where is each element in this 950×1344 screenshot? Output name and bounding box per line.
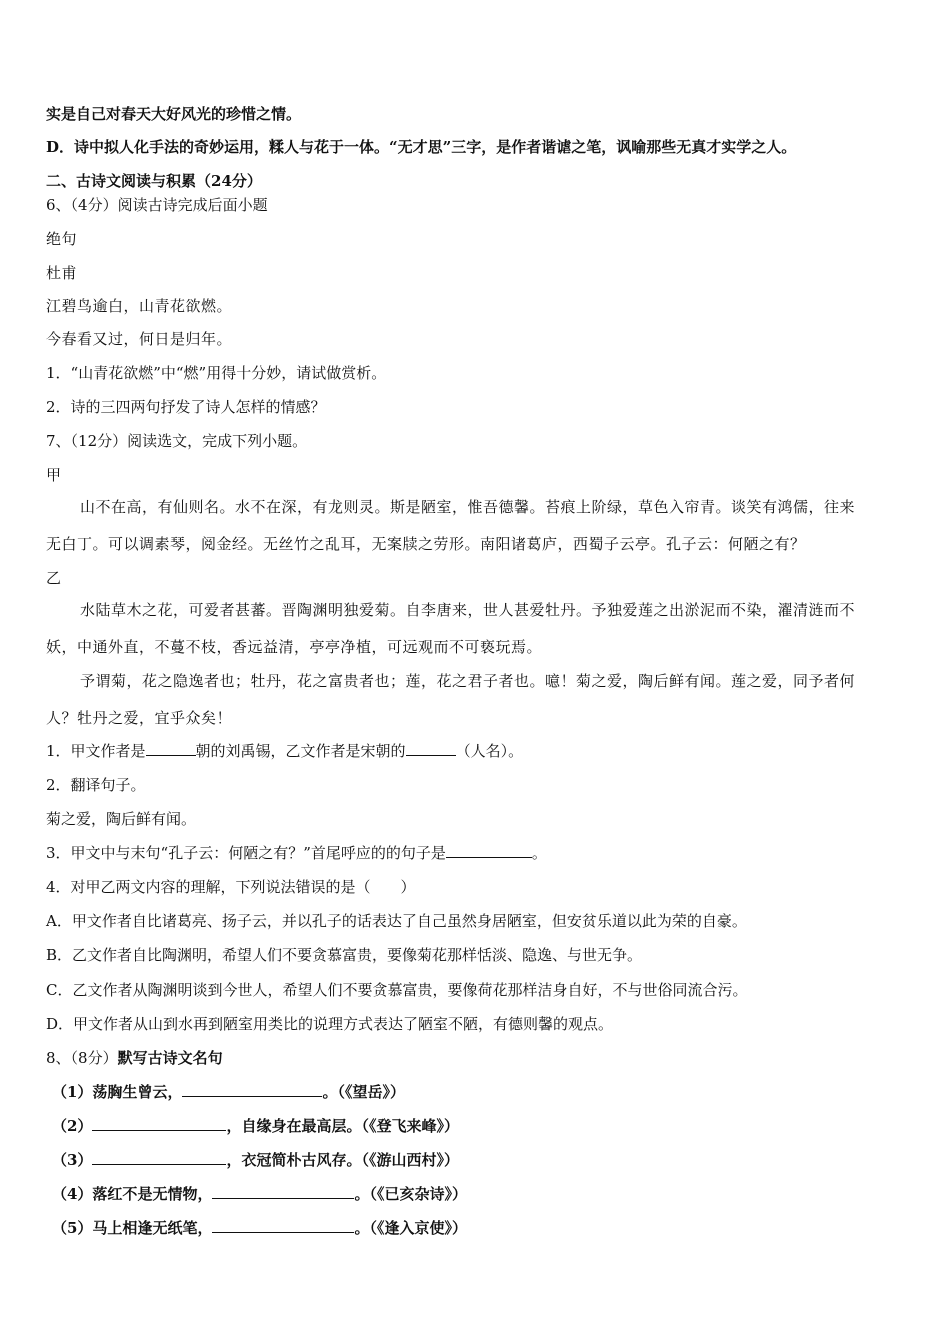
recite-5-prompt: （5）马上相逢无纸笔， <box>52 1219 213 1237</box>
recite-3 <box>52 1150 459 1170</box>
question-7-2: 2．翻译句子。 <box>46 776 146 794</box>
recite-4 <box>52 1184 467 1204</box>
poem-line-2: 今春看又过，何日是归年。 <box>46 330 233 348</box>
question-6-title: 6、（4分）阅读古诗完成后面小题 <box>46 196 268 214</box>
question-6-2: 2．诗的三四两句抒发了诗人怎样的情感？ <box>46 398 326 416</box>
question-7-3-end: 。 <box>531 844 547 862</box>
passage-b-label: 乙 <box>46 569 62 587</box>
option-c-continuation: 实是自己对春天大好风光的珍惜之情。 <box>46 105 302 123</box>
recite-1-prompt: （1）荡胸生曾云， <box>52 1083 183 1101</box>
recite-1-source: 。（《望岳》） <box>322 1083 405 1101</box>
question-7-1-part-3: （人名）。 <box>455 742 524 760</box>
question-7-2-sentence: 菊之爱，陶后鲜有闻。 <box>46 810 197 828</box>
answer-blank[interactable] <box>92 1116 226 1131</box>
question-8-title <box>46 1048 223 1068</box>
recite-2-prompt: （2） <box>52 1117 93 1135</box>
recite-5-source: 。（《逢入京使》） <box>354 1219 467 1237</box>
poem-author: 杜甫 <box>46 264 78 282</box>
answer-blank[interactable] <box>212 1218 354 1233</box>
question-6-1: 1．“山青花欲燃”中“燃”用得十分妙，请试做赏析。 <box>46 364 387 382</box>
question-7-1 <box>46 741 523 761</box>
question-7-1-part-2: 朝的刘禹锡，乙文作者是宋朝的 <box>195 742 406 760</box>
recite-1 <box>52 1082 405 1102</box>
question-7-3-text: 3．甲文中与末句“孔子云：何陋之有？”首尾呼应的的句子是 <box>46 844 446 862</box>
answer-blank[interactable] <box>182 1082 322 1097</box>
choice-d: D．甲文作者从山到水再到陋室用类比的说理方式表达了陋室不陋，有德则馨的观点。 <box>46 1015 614 1033</box>
recite-5 <box>52 1218 467 1238</box>
answer-blank[interactable] <box>212 1184 354 1199</box>
choice-a: A．甲文作者自比诸葛亮、扬子云，并以孔子的话表达了自己虽然身居陋室，但安贫乐道以此为荣的自豪。 <box>46 912 747 930</box>
question-8-instruction: 默写古诗文名句 <box>117 1049 223 1067</box>
passage-b-line-3: 予谓菊，花之隐逸者也；牡丹，花之富贵者也；莲，花之君子者也。噫！菊之爱，陶后鲜有闻。莲之爱，同予者何 <box>80 672 856 690</box>
passage-a-label: 甲 <box>46 466 62 484</box>
recite-2-source: ，自缘身在最高层。（《登飞来峰》） <box>226 1117 459 1135</box>
recite-4-prompt: （4）落红不是无情物， <box>52 1185 213 1203</box>
passage-b-line-2: 妖，中通外直，不蔓不枝，香远益清，亭亭净植，可远观而不可亵玩焉。 <box>46 638 543 656</box>
poem-title: 绝句 <box>46 230 78 248</box>
poem-line-1: 江碧鸟逾白，山青花欲燃。 <box>46 297 233 315</box>
recite-3-source: ，衣冠简朴古风存。（《游山西村》） <box>226 1151 459 1169</box>
choice-b: B．乙文作者自比陶渊明，希望人们不要贪慕富贵，要像菊花那样恬淡、隐逸、与世无争。 <box>46 946 643 964</box>
answer-blank[interactable] <box>92 1150 226 1165</box>
question-7-1-part-1: 1．甲文作者是 <box>46 742 146 760</box>
passage-b-line-1: 水陆草木之花，可爱者甚蕃。晋陶渊明独爱菊。自李唐来，世人甚爱牡丹。予独爱莲之出淤泥而不染，濯清涟而不 <box>80 601 856 619</box>
passage-a-line-1: 山不在高，有仙则名。水不在深，有龙则灵。斯是陋室，惟吾德馨。苔痕上阶绿，草色入帘青。谈笑有鸿儒，往来 <box>80 498 856 516</box>
recite-2 <box>52 1116 459 1136</box>
answer-blank[interactable] <box>406 741 456 756</box>
answer-blank[interactable] <box>446 843 532 858</box>
question-8-number: 8、（8分） <box>46 1049 118 1067</box>
question-7-3 <box>46 843 547 863</box>
recite-4-source: 。（《已亥杂诗》） <box>354 1185 467 1203</box>
recite-3-prompt: （3） <box>52 1151 93 1169</box>
passage-b-line-4: 人？牡丹之爱，宜乎众矣！ <box>46 709 233 727</box>
answer-blank[interactable] <box>146 741 196 756</box>
section-heading: 二、古诗文阅读与积累（24分） <box>46 172 262 190</box>
option-d: D．诗中拟人化手法的奇妙运用，糅人与花于一体。“无才思”三字，是作者谐谑之笔，讽喻那些无真才实学之人。 <box>46 138 797 156</box>
passage-a-line-2: 无白丁。可以调素琴，阅金经。无丝竹之乱耳，无案牍之劳形。南阳诸葛庐，西蜀子云亭。孔子云：何陋之有？ <box>46 535 806 553</box>
question-7-4: 4．对甲乙两文内容的理解，下列说法错误的是（ ） <box>46 878 416 896</box>
choice-c: C．乙文作者从陶渊明谈到今世人，希望人们不要贪慕富贵，要像荷花那样洁身自好，不与世俗同流合污。 <box>46 981 748 999</box>
question-7-title: 7、（12分）阅读选文，完成下列小题。 <box>46 432 308 450</box>
